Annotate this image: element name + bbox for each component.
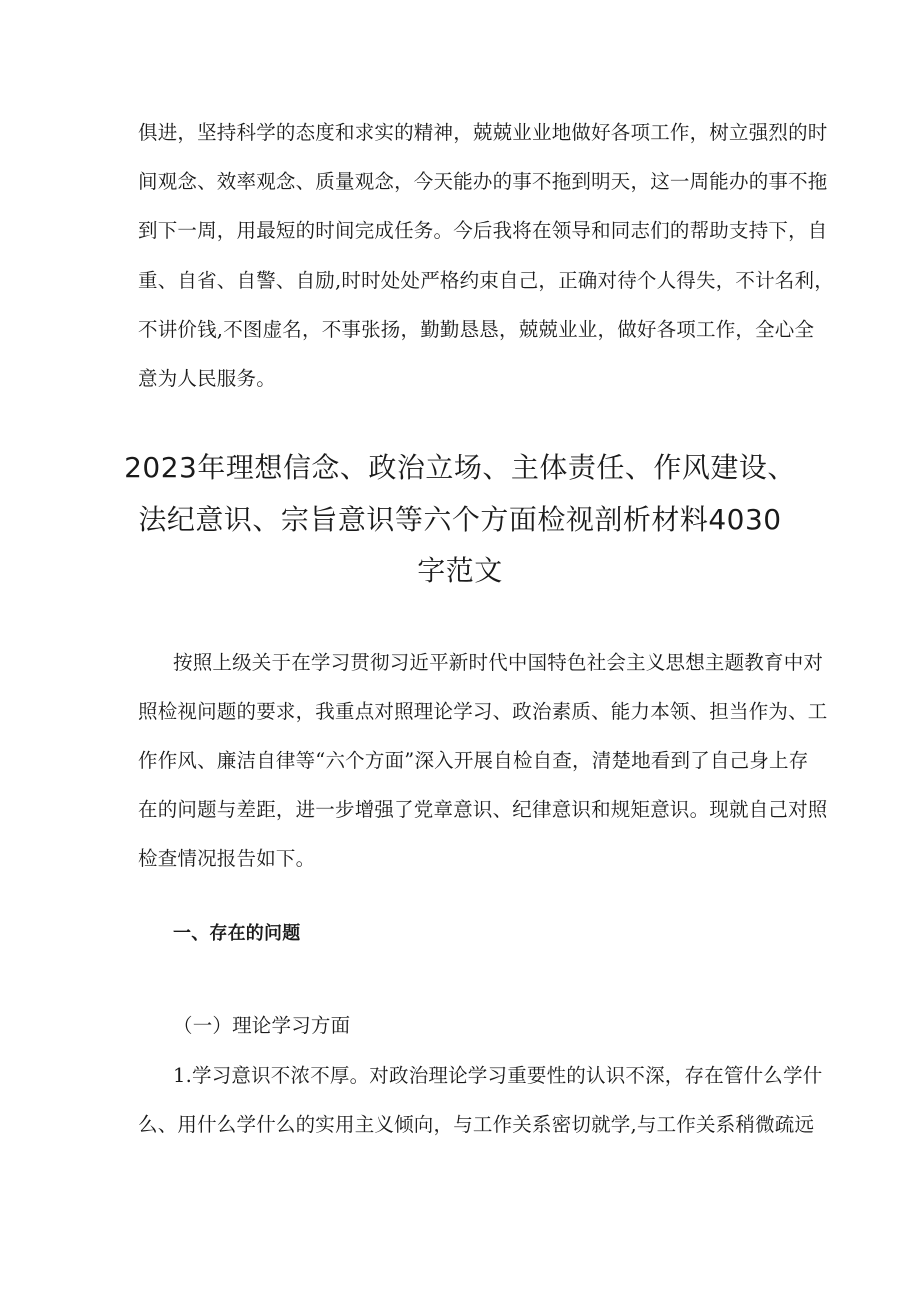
paragraph-line: 不讲价钱,不图虚名，不事张扬，勤勤恳恳，兢兢业业，做好各项工作，全心全 xyxy=(138,318,815,341)
paragraph-line: 到下一周，用最短的时间完成任务。今后我将在领导和同志们的帮助支持下，自 xyxy=(138,219,828,242)
section-heading: 一、存在的问题 xyxy=(173,923,301,944)
paragraph-line: 意为人民服务。 xyxy=(138,367,276,390)
title-line: 法纪意识、宗旨意识等六个方面检视剖析材料4030 xyxy=(138,503,782,536)
paragraph-line: 作作风、廉洁自律等“六个方面”深入开展自检自查，清楚地看到了自己身上存 xyxy=(138,749,809,772)
paragraph-line: 在的问题与差距，进一步增强了党章意识、纪律意识和规矩意识。现就自己对照 xyxy=(138,798,828,821)
paragraph-line: 按照上级关于在学习贯彻习近平新时代中国特色社会主义思想主题教育中对 xyxy=(173,651,824,674)
paragraph-line: 检查情况报告如下。 xyxy=(138,847,316,870)
title-line: 字范文 xyxy=(417,554,503,587)
subsection-heading: （一）理论学习方面 xyxy=(173,1014,351,1037)
paragraph-line: 俱进，坚持科学的态度和求实的精神，兢兢业业地做好各项工作，树立强烈的时 xyxy=(138,121,828,144)
paragraph-line: 照检视问题的要求，我重点对照理论学习、政治素质、能力本领、担当作为、工 xyxy=(138,700,828,723)
paragraph-line: 重、自省、自警、自励,时时处处严格约束自己，正确对待个人得失，不计名利， xyxy=(138,269,834,292)
title-line: 2023年理想信念、政治立场、主体责任、作风建设、 xyxy=(124,451,796,484)
paragraph-line: 间观念、效率观念、质量观念，今天能办的事不拖到明天，这一周能办的事不拖 xyxy=(138,170,828,193)
paragraph-line: 么、用什么学什么的实用主义倾向，与工作关系密切就学,与工作关系稍微疏远 xyxy=(138,1113,815,1136)
paragraph-line: 1.学习意识不浓不厚。对政治理论学习重要性的认识不深，存在管什么学什 xyxy=(173,1064,823,1087)
